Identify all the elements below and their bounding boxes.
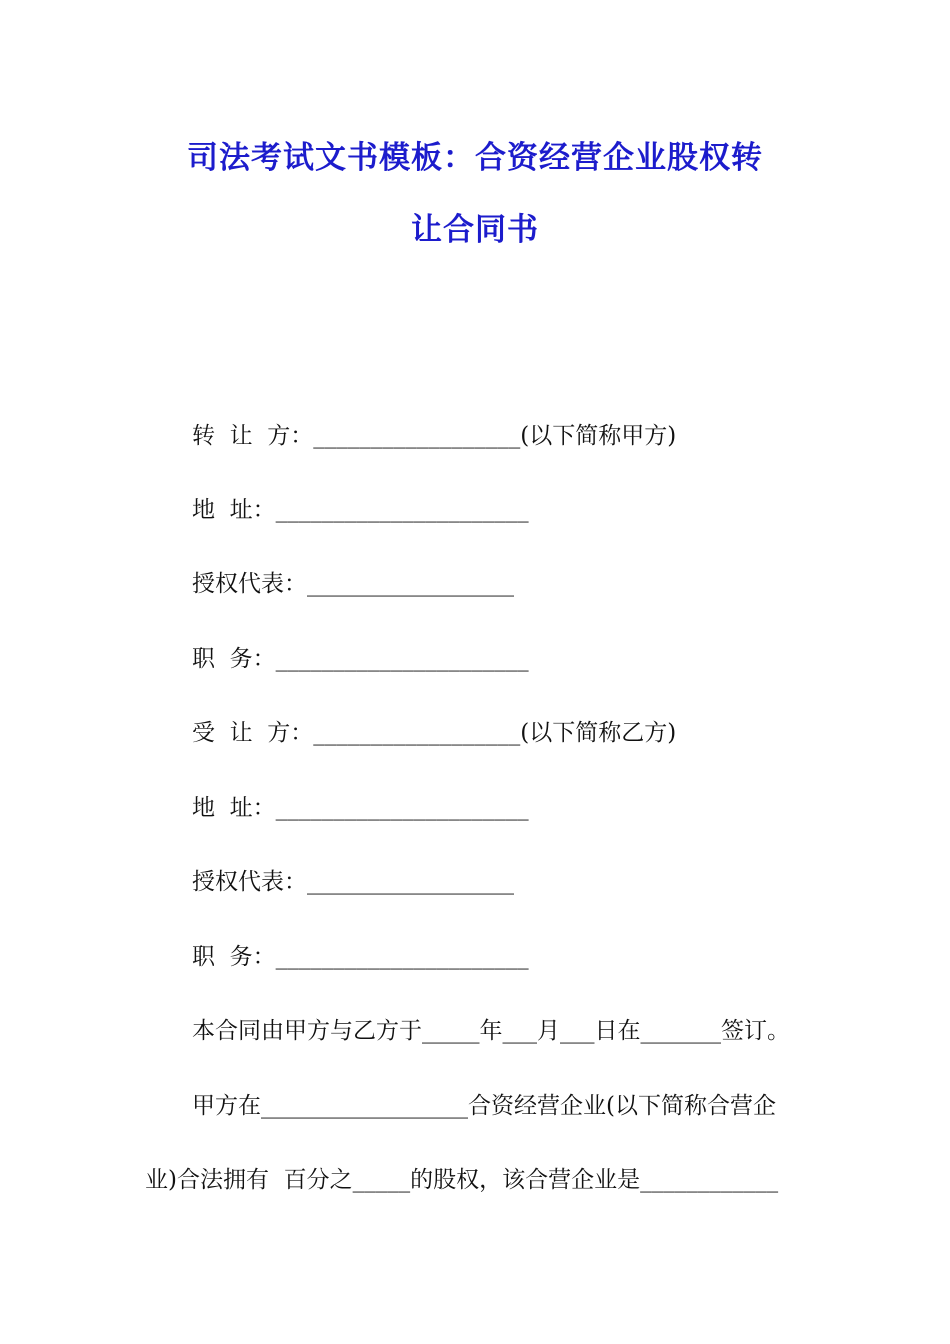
document-title-line-1: 司法考试文书模板：合资经营企业股权转 <box>187 140 763 176</box>
transferee-position-line: 职 务：______________________ <box>192 944 529 970</box>
equity-paragraph-line-1: 甲方在__________________合资经营企业(以下简称合营企 <box>192 1093 776 1119</box>
transferor-representative-line: 授权代表：__________________ <box>192 571 514 597</box>
transferee-address-line: 地 址：______________________ <box>192 795 529 821</box>
document-title-line-2: 让合同书 <box>411 212 539 248</box>
transferee-representative-line: 授权代表：__________________ <box>192 869 514 895</box>
contract-signing-paragraph: 本合同由甲方与乙方于_____年___月___日在_______签订。 <box>192 1018 790 1044</box>
transferor-position-line: 职 务：______________________ <box>192 646 529 672</box>
transferee-line: 受 让 方：__________________(以下简称乙方) <box>192 720 677 746</box>
transferor-line: 转 让 方：__________________(以下简称甲方) <box>192 423 677 449</box>
equity-paragraph-line-2: 业)合法拥有 百分之_____的股权，该合营企业是____________ <box>145 1167 779 1193</box>
transferor-address-line: 地 址：______________________ <box>192 497 529 523</box>
